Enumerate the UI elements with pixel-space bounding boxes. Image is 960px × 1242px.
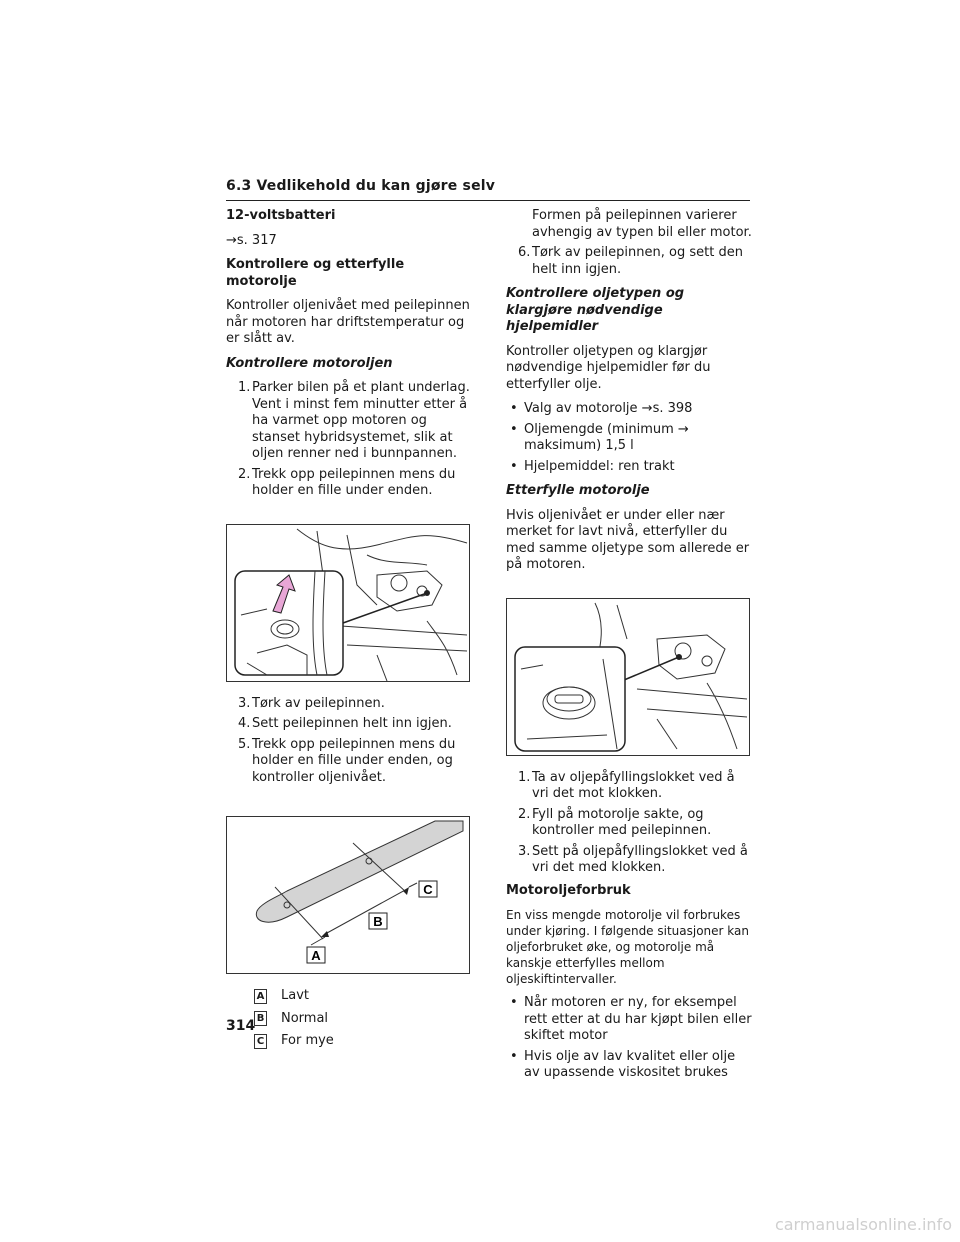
dipstick-label-a: A [311,948,321,963]
step-number: 2. [238,466,251,482]
left-column [226,208,472,1056]
heading-check-motor-oil: Kontrollere motoroljen [226,355,393,371]
step-item [506,844,752,877]
step-number: 4. [238,716,251,731]
step-number: 1. [518,769,531,785]
heading-consumption: Motoroljeforbruk [506,882,631,898]
oil-filler-cap-illustration [506,598,750,756]
step-number: 3. [518,843,531,859]
check-oil-text: Kontroller oljenivået med peilepinnen når motoren har driftstemperatur og er slått av. [226,298,470,346]
step-number: 5. [238,736,251,752]
step-item [226,737,472,787]
step-text: Tørk av peilepinnen. [252,695,385,711]
page-number: 314 [226,1018,256,1034]
step-item [506,245,752,278]
step-item [226,716,472,733]
section-title: 6.3 Vedlikehold du kan gjøre selv [226,178,750,201]
dipstick-pull-illustration [226,524,470,682]
step-text: Tørk av peilepinnen, og sett den helt inn igjen. [532,245,743,277]
step-number: 3. [238,695,251,711]
legend-item [254,988,472,1005]
heading-check-oil: Kontrollere og etterfylle motorolje [226,257,405,289]
bullet-text: Når motoren er ny, for eksempel rett etter at du har kjøpt bilen eller skiftet motor [524,995,752,1043]
step-number: 1. [238,380,251,395]
step-item [506,770,752,803]
bullet-item: • Hjelpemiddel: ren trakt [506,459,752,476]
dipstick-drawing [227,817,469,973]
bullet-item: • Hvis olje av lav kvalitet eller olje av upassende viskositet brukes [506,1049,752,1082]
heading-oil-type: Kontrollere oljetypen og klargjøre nødvendige hjelpemidler [506,286,685,334]
oil-type-text: Kontroller oljetypen og klargjør nødvendige hjelpemidler før du etterfyller olje. [506,343,711,392]
step-item [226,380,472,463]
dipstick-label-b: B [373,914,383,929]
bullet-text: Hjelpemiddel: ren trakt [524,458,675,474]
bullet-item: • Valg av motorolje →s. 398 [506,401,752,418]
step-item [226,696,472,713]
step-text: Trekk opp peilepinnen mens du holder en fille under enden. [252,466,456,498]
legend-label: Normal [281,1010,329,1026]
bullet-item: • Når motoren er ny, for eksempel rett etter at du har kjøpt bilen eller skiftet motor [510,995,752,1043]
bullet-item: • Oljemengde (minimum → maksimum) 1,5 l [506,422,752,455]
legend-item [254,1011,472,1028]
step-text: Sett på oljepåfyllingslokket ved å vri det med klokken. [532,843,748,875]
watermark: carmanualsonline.info [774,1215,952,1234]
legend-label: For mye [281,1033,334,1048]
heading-refill: Etterfylle motorolje [506,483,650,498]
bullet-text: Oljemengde (minimum → maksimum) 1,5 l [524,421,689,453]
heading-battery: 12-voltsbatteri [226,208,336,223]
step-item [226,467,472,500]
right-column [506,208,752,1086]
bullet-text: Hvis olje av lav kvalitet eller olje av upassende viskositet brukes [524,1048,736,1080]
dipstick-label-c: C [423,882,433,897]
step-number: 2. [518,806,531,822]
legend-key: C [254,1034,267,1049]
step-text: Sett peilepinnen helt inn igjen. [252,716,452,731]
step-number: 6. [518,245,531,260]
legend-key: A [254,989,267,1004]
legend-label: Lavt [281,988,309,1003]
engine-bay-drawing [227,525,469,681]
step-text: Ta av oljepåfyllingslokket ved å vri det mot klokken. [532,769,735,801]
filler-cap-drawing [507,599,749,755]
step-text: Trekk opp peilepinnen mens du holder en fille under enden, og kontroller oljenivået. [252,736,456,785]
step-text: Parker bilen på et plant underlag. Vent i minst fem minutter etter å ha varmet opp motoren og stanset hybridsystemet, slik at oljen renner ned i bunnpannen. [252,380,470,461]
legend-key: B [254,1011,267,1026]
step-continuation: Formen på peilepinnen varierer avhengig av typen bil eller motor. [532,208,752,240]
bullet-text: Valg av motorolje →s. 398 [524,401,693,416]
consumption-text: En viss mengde motorolje vil forbrukes under kjøring. I følgende situasjoner kan oljeforbruket øke, og motorolje må kanskje etterfylles mellom oljeskiftintervaller. [506,908,749,986]
step-text: Fyll på motorolje sakte, og kontroller med peilepinnen. [532,806,712,838]
refill-text: Hvis oljenivået er under eller nær merket for lavt nivå, etterfyller du med samme oljetype som allerede er på motoren. [506,507,750,572]
legend-item [254,1033,472,1050]
dipstick-level-illustration [226,816,470,974]
battery-page-ref[interactable]: →s. 317 [226,232,277,248]
step-item [506,807,752,840]
